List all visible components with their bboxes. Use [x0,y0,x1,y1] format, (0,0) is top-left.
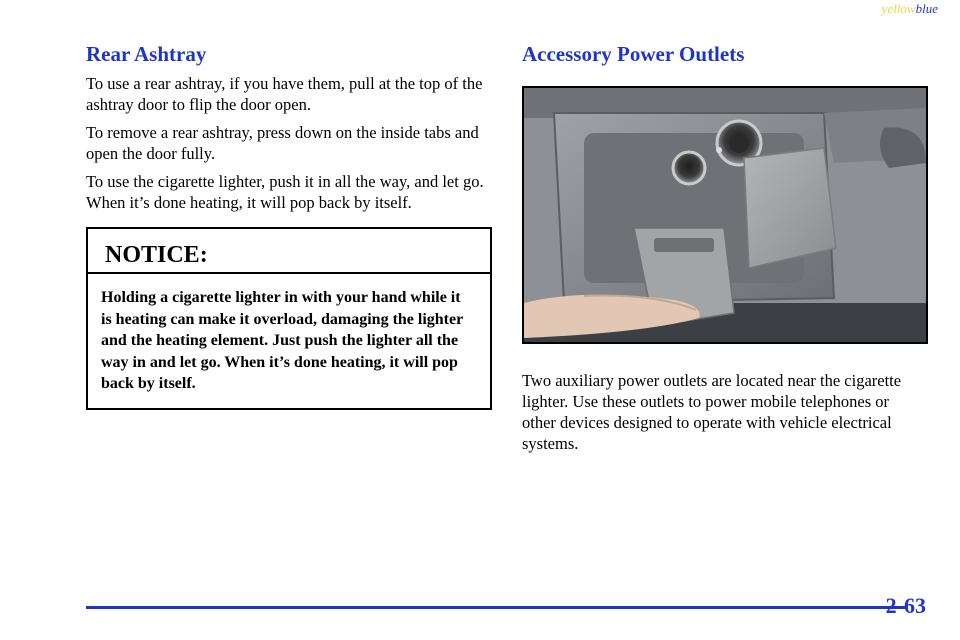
notice-box [86,227,492,410]
accessory-outlets-section [522,40,928,68]
accessory-outlets-title: Accessory Power Outlets [522,42,745,66]
accessory-outlets-description: Two auxiliary power outlets are located near the cigarette lighter. Use these outlets to power mobile telephones or other devices designed to operate with vehicle electrical systems. [522,371,902,453]
footer-rule [86,606,906,609]
ashtray-paragraph-3: To use the cigarette lighter, push it in all the way, and let go. When it’s done heating, it will pop back by itself. [86,172,484,212]
tag-blue: blue [915,1,938,16]
power-outlet-photo [522,86,928,344]
ashtray-paragraph-1: To use a rear ashtray, if you have them, pull at the top of the ashtray door to flip the door open. [86,74,483,114]
power-outlet-illustration [524,88,926,342]
notice-body: Holding a cigarette lighter in with your hand while it is heating can make it overload, damaging the lighter and the heating element. Just push the lighter all the way in and let go. When it’s done heating, it will pop back by itself. [101,289,463,392]
tag-yellow: yellow [881,1,916,16]
page-number: 2-63 [885,593,926,618]
rear-ashtray-title: Rear Ashtray [86,42,207,66]
rear-ashtray-section [86,40,492,213]
ashtray-paragraph-2: To remove a rear ashtray, press down on the inside tabs and open the door fully. [86,123,479,163]
notice-heading: NOTICE: [88,229,490,274]
color-tag [882,1,938,17]
